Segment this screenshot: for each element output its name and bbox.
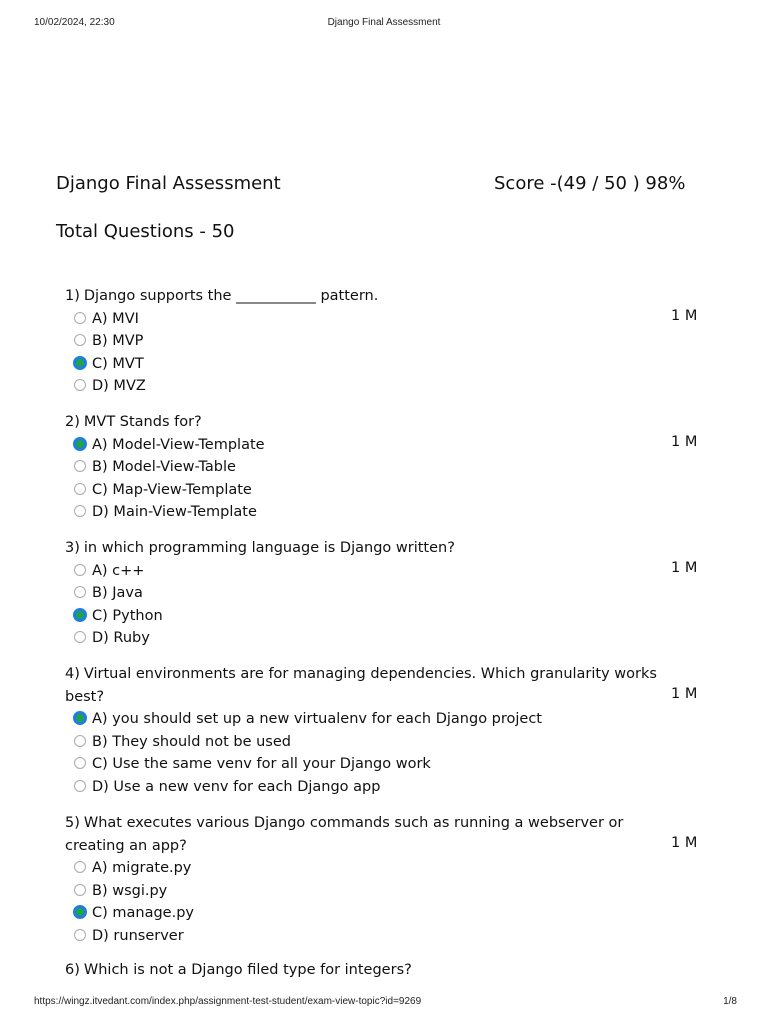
question-number: 3) [65, 540, 80, 556]
radio-unselected-icon[interactable] [74, 884, 86, 896]
option-b[interactable] [74, 582, 143, 605]
radio-selected-icon[interactable] [73, 711, 87, 725]
question-prompt: Django supports the ___________ pattern. [83, 288, 379, 304]
exam-title: Django Final Assessment [56, 173, 281, 194]
option-label: D) Use a new venv for each Django app [92, 778, 381, 795]
option-b[interactable] [74, 880, 167, 903]
option-c[interactable] [74, 353, 144, 376]
question-prompt: What executes various Django commands such as running a webserver or creating an app? [65, 815, 624, 854]
option-a[interactable] [74, 308, 139, 331]
option-c[interactable] [74, 605, 163, 628]
question-number: 5) [65, 815, 80, 831]
radio-unselected-icon[interactable] [74, 483, 86, 495]
option-label: A) you should set up a new virtualenv for each Django project [92, 711, 542, 727]
option-a[interactable] [74, 708, 542, 731]
page-number: 1/8 [723, 996, 737, 1007]
option-label: C) Python [92, 607, 163, 624]
radio-unselected-icon[interactable] [74, 564, 86, 576]
question-text [65, 812, 663, 857]
radio-selected-icon[interactable] [73, 356, 87, 370]
radio-unselected-icon[interactable] [74, 861, 86, 873]
question-marks: 1 M [671, 433, 698, 450]
question-number: 4) [65, 666, 80, 682]
option-label: B) They should not be used [92, 733, 291, 750]
question-prompt: in which programming language is Django written? [83, 540, 455, 556]
option-label: B) Model-View-Table [92, 459, 236, 475]
question-text [65, 663, 663, 708]
option-label: C) MVT [92, 355, 144, 372]
option-label: B) wsgi.py [92, 882, 168, 899]
radio-unselected-icon[interactable] [74, 312, 86, 324]
option-a[interactable] [74, 560, 144, 583]
question-text [65, 285, 663, 308]
option-label: D) MVZ [92, 378, 146, 394]
question-marks: 1 M [671, 559, 698, 576]
radio-selected-icon[interactable] [73, 905, 87, 919]
option-label: A) Model-View-Template [92, 436, 265, 453]
option-d[interactable] [74, 501, 257, 524]
option-b[interactable] [74, 456, 236, 479]
print-date: 10/02/2024, 22:30 [34, 17, 115, 28]
question-prompt: Virtual environments are for managing dependencies. Which granularity works best? [65, 666, 657, 705]
option-b[interactable] [74, 330, 143, 353]
option-c[interactable] [74, 753, 431, 776]
option-label: C) Map-View-Template [92, 481, 252, 498]
radio-unselected-icon[interactable] [74, 379, 86, 391]
option-d[interactable] [74, 375, 146, 398]
option-d[interactable] [74, 925, 184, 948]
radio-unselected-icon[interactable] [74, 460, 86, 472]
question-text [65, 411, 663, 434]
option-label: D) runserver [92, 927, 184, 944]
option-label: A) c++ [92, 562, 145, 579]
radio-selected-icon[interactable] [73, 437, 87, 451]
print-title: Django Final Assessment [327, 17, 441, 28]
option-label: A) migrate.py [92, 860, 192, 876]
option-label: D) Main-View-Template [92, 504, 257, 520]
radio-unselected-icon[interactable] [74, 334, 86, 346]
radio-selected-icon[interactable] [73, 608, 87, 622]
option-a[interactable] [74, 857, 191, 880]
radio-unselected-icon[interactable] [74, 586, 86, 598]
question-number: 1) [65, 288, 80, 304]
option-label: C) Use the same venv for all your Django work [92, 756, 431, 772]
option-d[interactable] [74, 627, 150, 650]
option-c[interactable] [74, 902, 194, 925]
question-prompt: Which is not a Django filed type for integers? [83, 962, 412, 978]
score-summary: Score -(49 / 50 ) 98% [494, 173, 686, 194]
print-header [0, 17, 768, 31]
radio-unselected-icon[interactable] [74, 735, 86, 747]
radio-unselected-icon[interactable] [74, 631, 86, 643]
option-b[interactable] [74, 731, 291, 754]
option-d[interactable] [74, 776, 380, 799]
question-number: 2) [65, 414, 80, 430]
question-marks: 1 M [671, 685, 698, 702]
question-marks: 1 M [671, 307, 698, 324]
radio-unselected-icon[interactable] [74, 780, 86, 792]
option-a[interactable] [74, 434, 265, 457]
option-label: B) MVP [92, 333, 144, 349]
option-label: D) Ruby [92, 630, 150, 646]
question-prompt: MVT Stands for? [83, 414, 202, 430]
question-marks: 1 M [671, 834, 698, 851]
question-text [65, 959, 663, 982]
print-footer [0, 996, 768, 1010]
radio-unselected-icon[interactable] [74, 505, 86, 517]
option-label: C) manage.py [92, 905, 194, 921]
radio-unselected-icon[interactable] [74, 929, 86, 941]
page-url: https://wingz.itvedant.com/index.php/assignment-test-student/exam-view-topic?id=9269 [34, 996, 422, 1007]
option-label: A) MVI [92, 310, 139, 327]
question-number: 6) [65, 962, 80, 978]
question-text [65, 537, 663, 560]
total-questions: Total Questions - 50 [56, 221, 235, 242]
radio-unselected-icon[interactable] [74, 757, 86, 769]
option-c[interactable] [74, 479, 252, 502]
option-label: B) Java [92, 585, 143, 601]
